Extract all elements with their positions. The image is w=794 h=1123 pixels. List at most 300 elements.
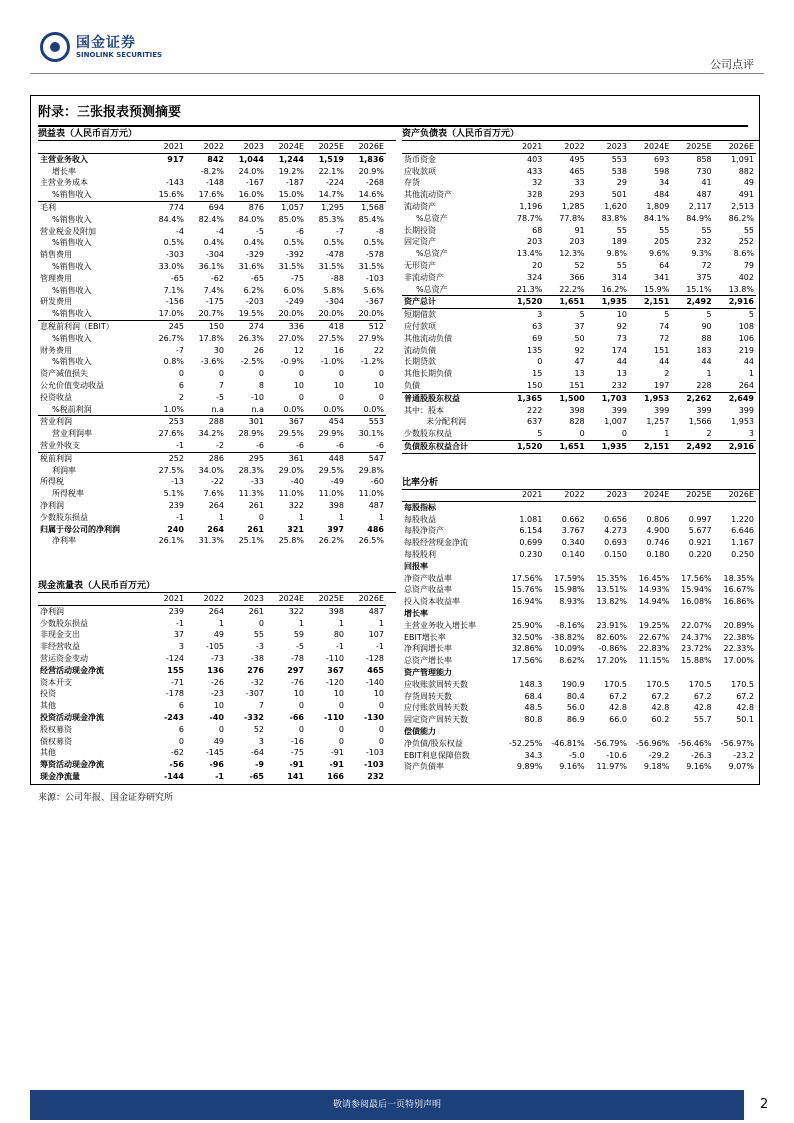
value-cell: 203: [569, 237, 585, 247]
row-label: 息税前利润（EBIT）: [40, 321, 114, 331]
value-cell: 2,649: [714, 392, 756, 404]
value-cell: 495: [569, 154, 585, 164]
value-cell: 1,295: [306, 201, 346, 213]
year-header-cell: 2023: [587, 141, 629, 153]
value-cell: 28.3%: [238, 465, 264, 475]
table-row: [38, 605, 386, 617]
value-cell: 72: [659, 333, 670, 343]
table-row: [402, 620, 756, 632]
value-cell: [629, 726, 671, 738]
value-cell: -32: [250, 677, 264, 687]
value-cell: 418: [328, 321, 344, 331]
value-cell: 0: [378, 724, 384, 734]
value-cell: -91: [330, 748, 344, 758]
value-cell: 67.2: [651, 691, 670, 701]
value-cell: 486: [367, 524, 384, 534]
value-cell: 0.806: [646, 514, 670, 524]
value-cell: 917: [167, 154, 184, 164]
value-cell: 0.662: [561, 514, 585, 524]
value-cell: 6: [178, 724, 184, 734]
value-cell: 341: [654, 272, 670, 282]
value-cell: 7: [218, 380, 224, 390]
value-cell: 66.0: [609, 715, 627, 725]
value-cell: 1.167: [731, 538, 754, 548]
value-cell: 0.0%: [266, 404, 306, 416]
year-header-cell: 2021: [146, 593, 186, 605]
year-header-cell: 2025E: [671, 141, 713, 153]
value-cell: 222: [527, 405, 543, 415]
value-cell: 29.8%: [358, 465, 384, 475]
value-cell: 23.72%: [681, 644, 712, 654]
value-cell: 286: [208, 453, 224, 463]
value-cell: 29.5%: [278, 429, 304, 439]
year-header-cell: 2024E: [629, 489, 671, 501]
value-cell: 0.230: [519, 549, 543, 559]
value-cell: 7.6%: [203, 489, 224, 499]
value-cell: 13: [574, 369, 585, 379]
value-cell: -4: [176, 226, 184, 236]
balance-sheet-table: [402, 141, 756, 454]
value-cell: 107: [368, 630, 384, 640]
value-cell: 538: [611, 166, 627, 176]
value-cell: 5.8%: [323, 285, 344, 295]
row-label: 营业税金及附加: [40, 226, 96, 236]
value-cell: 84.4%: [158, 214, 184, 224]
value-cell: -6: [296, 226, 304, 236]
value-cell: 399: [654, 405, 670, 415]
value-cell: 501: [611, 190, 627, 200]
table-row: [402, 573, 756, 585]
value-cell: 13.51%: [596, 585, 627, 595]
row-label: 固定资产周转天数: [404, 715, 468, 725]
value-cell: -1: [176, 618, 184, 628]
value-cell: [671, 726, 713, 738]
row-label: 无形资产: [404, 260, 436, 270]
value-cell: -143: [165, 178, 184, 188]
value-cell: 3: [537, 310, 543, 320]
value-cell: 31.5%: [318, 261, 344, 271]
value-cell: 17.56%: [681, 573, 712, 583]
value-cell: 27.9%: [358, 333, 384, 343]
value-cell: 59: [293, 630, 304, 640]
table-row: [402, 702, 756, 714]
value-cell: 5.1%: [163, 489, 184, 499]
ratio-analysis-title: 比率分析: [402, 475, 760, 490]
value-cell: 9.07%: [728, 762, 754, 772]
ratio-analysis-table: [402, 489, 756, 773]
value-cell: 1,935: [587, 440, 629, 453]
value-cell: 26.1%: [158, 536, 184, 546]
value-cell: 17.59%: [554, 573, 585, 583]
row-label: 货币资金: [404, 154, 436, 164]
value-cell: 84.1%: [643, 213, 670, 223]
table-row: [38, 285, 386, 297]
row-label: 现金净流量: [40, 771, 80, 781]
value-cell: 261: [248, 500, 264, 510]
value-cell: 7: [258, 701, 264, 711]
table-row: [38, 535, 386, 547]
value-cell: [629, 501, 671, 513]
value-cell: -76: [290, 677, 304, 687]
value-cell: [714, 501, 756, 513]
table-row: [402, 750, 756, 762]
value-cell: 37: [173, 630, 184, 640]
value-cell: 0.5%: [323, 238, 344, 248]
value-cell: 28.9%: [238, 429, 264, 439]
row-label: 净利润: [40, 500, 64, 510]
value-cell: 25.90%: [511, 620, 543, 630]
value-cell: 13.4%: [516, 249, 543, 259]
value-cell: [146, 166, 186, 178]
value-cell: 7.4%: [203, 285, 224, 295]
table-row: [38, 724, 386, 736]
value-cell: 92: [616, 321, 627, 331]
value-cell: 44: [743, 357, 754, 367]
value-cell: 73: [616, 333, 627, 343]
value-cell: 882: [738, 166, 754, 176]
value-cell: 295: [248, 453, 264, 463]
value-cell: 0.0%: [306, 404, 346, 416]
value-cell: -88: [330, 273, 344, 283]
value-cell: 151: [569, 380, 585, 390]
value-cell: 80.8: [524, 715, 543, 725]
value-cell: 84.9%: [686, 213, 712, 223]
value-cell: 1,244: [278, 154, 304, 164]
table-row: [402, 514, 756, 526]
value-cell: 150: [527, 380, 543, 390]
row-label: 非现金支出: [40, 630, 80, 640]
value-cell: 328: [527, 190, 543, 200]
value-cell: -56.97%: [720, 738, 754, 748]
value-cell: 17.00%: [723, 656, 754, 666]
value-cell: -478: [325, 250, 344, 260]
value-cell: 19.5%: [226, 308, 266, 320]
value-cell: 203: [527, 237, 543, 247]
value-cell: 63: [532, 321, 543, 331]
table-row: [38, 488, 386, 500]
value-cell: 10: [293, 380, 304, 390]
year-header-cell: 2026E: [714, 489, 756, 501]
value-cell: 245: [168, 321, 184, 331]
value-cell: 22.2%: [559, 284, 585, 294]
row-label: 营运资金变动: [40, 653, 88, 663]
value-cell: 31.6%: [238, 261, 264, 271]
value-cell: 82.4%: [198, 214, 224, 224]
row-label: 每股净资产: [404, 526, 444, 536]
value-cell: 0: [298, 724, 304, 734]
value-cell: 11.0%: [278, 489, 304, 499]
value-cell: -9: [255, 760, 264, 770]
value-cell: 42.8: [609, 703, 627, 713]
row-label: 营业外收支: [38, 440, 146, 452]
value-cell: -5.0: [569, 750, 585, 760]
value-cell: 20.0%: [306, 308, 346, 320]
year-header-cell: 2022: [186, 593, 226, 605]
value-cell: 487: [368, 500, 384, 510]
value-cell: -3.6%: [200, 357, 224, 367]
value-cell: 91: [574, 225, 585, 235]
value-cell: -303: [165, 250, 184, 260]
table-row: [402, 584, 756, 596]
table-row: [38, 618, 386, 630]
value-cell: -103: [365, 273, 384, 283]
value-cell: 16.08%: [681, 597, 712, 607]
value-cell: 150: [208, 321, 224, 331]
table-row: [38, 736, 386, 748]
value-cell: -167: [245, 178, 264, 188]
row-label: 主营业务收入增长率: [404, 620, 476, 630]
table-row: [402, 679, 756, 691]
value-cell: -110: [323, 712, 344, 722]
value-cell: 34.2%: [198, 429, 224, 439]
value-cell: 42.8: [651, 703, 670, 713]
table-row: [38, 333, 386, 345]
row-label: 所得税: [40, 477, 64, 487]
value-cell: 44: [659, 357, 670, 367]
value-cell: 637: [527, 417, 543, 427]
value-cell: 0: [378, 392, 384, 402]
value-cell: 0: [298, 701, 304, 711]
row-label: 其他流动负债: [404, 333, 452, 343]
row-label: 资产总计: [402, 296, 502, 309]
value-cell: -91: [329, 760, 344, 770]
row-label: %销售收入: [52, 333, 92, 343]
row-label: 其他: [40, 701, 56, 711]
table-row: [402, 225, 756, 237]
row-label: 净负债/股东权益: [404, 738, 463, 748]
table-row: [402, 525, 756, 537]
value-cell: -33: [250, 477, 264, 487]
value-cell: -96: [209, 760, 224, 770]
table-row: [402, 643, 756, 655]
table-row: [402, 296, 756, 309]
table-row: [402, 236, 756, 248]
company-name-en: SINOLINK SECURITIES: [76, 51, 163, 59]
year-header-cell: 2024E: [266, 593, 306, 605]
value-cell: 1,091: [731, 154, 754, 164]
row-label: 增长率: [52, 166, 76, 176]
value-cell: 399: [696, 405, 712, 415]
value-cell: -6: [306, 440, 346, 452]
value-cell: -29.2: [648, 750, 670, 760]
value-cell: -307: [245, 689, 264, 699]
value-cell: 22.83%: [638, 644, 670, 654]
value-cell: 17.0%: [146, 308, 186, 320]
value-cell: 26.5%: [358, 536, 384, 546]
value-cell: 174: [611, 345, 627, 355]
table-row: [402, 561, 756, 573]
value-cell: -65: [170, 273, 184, 283]
table-row: [38, 512, 386, 524]
value-cell: 42.8: [693, 703, 712, 713]
value-cell: 293: [569, 190, 585, 200]
value-cell: 6.0%: [283, 285, 304, 295]
value-cell: 170.5: [646, 679, 670, 689]
value-cell: 693: [654, 154, 670, 164]
row-label: 资产负债率: [404, 762, 444, 772]
value-cell: 44: [701, 357, 712, 367]
value-cell: -0.86%: [598, 644, 627, 654]
value-cell: 1: [664, 429, 670, 439]
value-cell: 16.67%: [723, 585, 754, 595]
value-cell: 85.4%: [358, 214, 384, 224]
value-cell: 0.921: [688, 538, 712, 548]
value-cell: 465: [367, 665, 384, 675]
value-cell: -5: [296, 642, 304, 652]
value-cell: 27.5%: [318, 333, 344, 343]
value-cell: 252: [738, 237, 754, 247]
value-cell: 7.1%: [163, 285, 184, 295]
row-label: 投资: [40, 689, 56, 699]
value-cell: 264: [738, 380, 754, 390]
value-cell: 10: [373, 689, 384, 699]
value-cell: 6.2%: [243, 285, 264, 295]
value-cell: 264: [207, 524, 224, 534]
value-cell: 55: [253, 630, 264, 640]
value-cell: -73: [210, 653, 224, 663]
value-cell: 31.5%: [358, 261, 384, 271]
value-cell: 9.6%: [648, 249, 670, 259]
row-label: 每股指标: [404, 502, 436, 512]
value-cell: 0: [338, 724, 344, 734]
value-cell: 240: [167, 524, 184, 534]
value-cell: -8.2%: [200, 166, 224, 176]
value-cell: 239: [168, 606, 184, 616]
value-cell: 2: [178, 392, 184, 402]
value-cell: 487: [696, 190, 712, 200]
value-cell: 29.9%: [318, 429, 344, 439]
value-cell: -2: [186, 440, 226, 452]
value-cell: 2,916: [714, 296, 756, 309]
value-cell: 9.18%: [643, 762, 670, 772]
value-cell: 17.6%: [198, 190, 224, 200]
value-cell: -103: [363, 760, 384, 770]
table-row: [38, 261, 386, 273]
table-row: [402, 368, 756, 380]
value-cell: -6: [226, 440, 266, 452]
value-cell: 15.94%: [681, 585, 712, 595]
value-cell: 37: [574, 321, 585, 331]
row-label: 流动资产: [404, 201, 436, 211]
value-cell: -1: [215, 771, 224, 781]
value-cell: 86.9: [566, 715, 585, 725]
table-row: [38, 440, 386, 452]
value-cell: 19.2%: [278, 166, 304, 176]
value-cell: 1: [706, 369, 712, 379]
row-label: 研发费用: [40, 297, 72, 307]
table-row: [402, 691, 756, 703]
value-cell: [544, 726, 586, 738]
value-cell: 15: [532, 369, 543, 379]
value-cell: 10: [213, 701, 224, 711]
value-cell: 1,836: [358, 154, 384, 164]
value-cell: [502, 501, 544, 513]
table-row: [402, 333, 756, 345]
value-cell: 16.94%: [511, 597, 543, 607]
table-header-row: [402, 141, 756, 153]
value-cell: 0.5%: [283, 238, 304, 248]
value-cell: -367: [365, 297, 384, 307]
value-cell: 0.140: [561, 549, 585, 559]
value-cell: -65: [250, 273, 264, 283]
row-label: 回报率: [404, 561, 428, 571]
value-cell: 27.0%: [278, 333, 304, 343]
value-cell: 2,151: [629, 440, 671, 453]
row-label: 净资产收益率: [404, 573, 452, 583]
value-cell: 49: [213, 736, 224, 746]
appendix-title: 附录：三张报表预测摘要: [38, 101, 748, 127]
value-cell: 29.0%: [278, 465, 304, 475]
value-cell: 22.07%: [681, 620, 712, 630]
table-row: [402, 596, 756, 608]
year-header-cell: 2021: [146, 141, 186, 153]
value-cell: -56.46%: [678, 738, 712, 748]
value-cell: 336: [288, 321, 304, 331]
value-cell: 82.60%: [596, 632, 627, 642]
value-cell: 15.35%: [596, 573, 627, 583]
value-cell: 2,492: [671, 440, 713, 453]
table-row: [38, 465, 386, 477]
table-row: [38, 368, 386, 380]
row-label: 净利润: [40, 606, 64, 616]
row-label: 债权募资: [40, 736, 72, 746]
value-cell: -66: [289, 712, 304, 722]
value-cell: 0: [298, 369, 304, 379]
value-cell: 24.0%: [238, 166, 264, 176]
table-row: [38, 665, 386, 677]
table-row: [38, 273, 386, 285]
value-cell: [544, 561, 586, 573]
value-cell: 48.5: [524, 703, 543, 713]
value-cell: -178: [165, 689, 184, 699]
value-cell: 33: [574, 178, 585, 188]
value-cell: 0: [258, 369, 264, 379]
value-cell: -23: [210, 689, 224, 699]
table-row: [38, 688, 386, 700]
value-cell: 465: [569, 166, 585, 176]
value-cell: 0.5%: [363, 238, 384, 248]
value-cell: 10: [333, 380, 344, 390]
row-label: %销售收入: [52, 285, 92, 295]
row-label: 流动负债: [404, 345, 436, 355]
value-cell: 148.3: [519, 679, 543, 689]
table-row: [38, 452, 386, 464]
table-header-row: [402, 489, 756, 501]
table-row: [402, 309, 756, 321]
value-cell: 68: [532, 225, 543, 235]
value-cell: 0.4%: [243, 238, 264, 248]
value-cell: -304: [205, 250, 224, 260]
value-cell: -1: [376, 642, 384, 652]
value-cell: 1,365: [502, 392, 544, 404]
value-cell: [502, 561, 544, 573]
value-cell: 21.3%: [516, 284, 543, 294]
value-cell: -5: [256, 226, 264, 236]
value-cell: 32.50%: [511, 632, 543, 642]
row-label: 长期投资: [404, 225, 436, 235]
table-row: [38, 189, 386, 201]
table-row: [402, 380, 756, 392]
value-cell: -10: [250, 392, 264, 402]
table-row: [402, 284, 756, 296]
row-label: 股权募资: [40, 724, 72, 734]
table-row: [38, 320, 386, 332]
value-cell: 14.94%: [638, 597, 670, 607]
header-blank-cell: [402, 141, 502, 153]
table-row: [38, 249, 386, 261]
value-cell: 487: [368, 606, 384, 616]
value-cell: 0: [537, 357, 543, 367]
